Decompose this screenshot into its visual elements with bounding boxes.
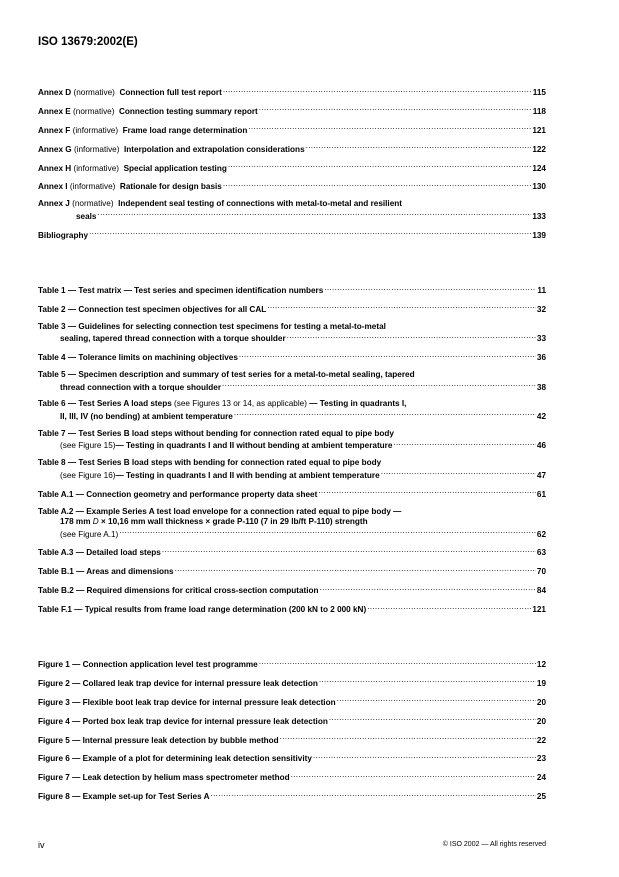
- toc-entry-annex-e[interactable]: Annex E (normative) Connection testing summary report ..... 118: [38, 105, 546, 118]
- toc-entry-annex-d[interactable]: Annex D (normative) Connection full test report ..... 115: [38, 86, 546, 99]
- toc-entry-annex-g[interactable]: Annex G (informative) Interpolation and extrapolation considerations ..... 122: [38, 143, 546, 156]
- document-header: ISO 13679:2002(E): [38, 36, 138, 48]
- toc-entry-annex-i[interactable]: Annex I (informative) Rationale for design basis ..... 130: [38, 180, 546, 193]
- toc-entry-table-1[interactable]: Table 1 — Test matrix — Test series and specimen identification numbers ..... 11: [38, 284, 546, 297]
- toc-entry-table-b1[interactable]: Table B.1 — Areas and dimensions ..... 70: [38, 565, 546, 578]
- toc-entry-bibliography[interactable]: Bibliography ..... 139: [38, 229, 546, 242]
- page-number: 115: [532, 88, 546, 97]
- page-number: 124: [532, 163, 546, 173]
- toc-entry-figure-5[interactable]: Figure 5 — Internal pressure leak detection by bubble method ..... 22: [38, 734, 546, 747]
- page-number: 139: [532, 230, 546, 240]
- page-number: 121: [532, 125, 546, 135]
- toc-entry-annex-h[interactable]: Annex H (informative) Special application testing ..... 124: [38, 162, 546, 175]
- page-number: 133: [532, 211, 546, 221]
- toc-entry-figure-3[interactable]: Figure 3 — Flexible boot leak trap device for internal pressure leak detection ..... 20: [38, 696, 546, 709]
- toc-entry-table-3[interactable]: Table 3 — Guidelines for selecting connection test specimens for testing a metal-to-metal sealing, tapered thread connection with a torque shoulder ..... 33: [38, 322, 546, 345]
- toc-entry-annex-j[interactable]: Annex J (normative) Independent seal testing of connections with metal-to-metal and resilient seals ..... 133: [38, 199, 546, 222]
- page-number: 130: [532, 182, 546, 192]
- annex-list: [38, 86, 546, 248]
- toc-entry-table-f1[interactable]: Table F.1 — Typical results from frame load range determination (200 kN to 2 000 kN) ..... 121: [38, 603, 546, 616]
- page-number-footer: iv: [38, 840, 45, 850]
- toc-entry-figure-4[interactable]: Figure 4 — Ported box leak trap device for internal pressure leak detection ..... 20: [38, 715, 546, 728]
- toc-entry-table-b2[interactable]: Table B.2 — Required dimensions for critical cross-section computation ..... 84: [38, 584, 546, 597]
- toc-entry-figure-1[interactable]: Figure 1 — Connection application level test programme ..... 12: [38, 658, 546, 671]
- table-list: [38, 284, 546, 622]
- toc-entry-figure-8[interactable]: Figure 8 — Example set-up for Test Series A ..... 25: [38, 790, 546, 803]
- toc-entry-table-5[interactable]: Table 5 — Specimen description and summary of test series for a metal-to-metal sealing, tapered thread connection with a torque shoulder ..... 38: [38, 370, 546, 393]
- toc-entry-table-a1[interactable]: Table A.1 — Connection geometry and performance property data sheet ..... 61: [38, 488, 546, 501]
- toc-entry-table-7[interactable]: Table 7 — Test Series B load steps without bending for connection rated equal to pipe body (see Figure 15) — Testing in quadrants I and II without bending at ambient temperature ..... 46: [38, 429, 546, 452]
- page-number: 122: [532, 144, 546, 154]
- toc-entry-figure-7[interactable]: Figure 7 — Leak detection by helium mass spectrometer method ..... 24: [38, 771, 546, 784]
- toc-entry-table-a2[interactable]: Table A.2 — Example Series A test load envelope for a connection rated equal to pipe body — 178 mm D × 10,16 mm wall thickness × grade P-110 (7 in 29 lb/ft P-110) strength (see Figure A.1) ..... 62: [38, 507, 546, 541]
- toc-entry-table-8[interactable]: Table 8 — Test Series B load steps with bending for connection rated equal to pipe body (see Figure 16) — Testing in quadrants I and II with bending at ambient temperature ..... 47: [38, 458, 546, 481]
- toc-entry-table-a3[interactable]: Table A.3 — Detailed load steps ..... 63: [38, 546, 546, 559]
- toc-entry-table-4[interactable]: Table 4 — Tolerance limits on machining objectives ..... 36: [38, 351, 546, 364]
- copyright-notice: © ISO 2002 — All rights reserved: [442, 841, 546, 848]
- figure-list: [38, 658, 546, 809]
- page-number: 118: [532, 106, 546, 116]
- toc-entry-figure-2[interactable]: Figure 2 — Collared leak trap device for internal pressure leak detection ..... 19: [38, 677, 546, 690]
- toc-entry-annex-f[interactable]: Annex F (informative) Frame load range determination ..... 121: [38, 124, 546, 137]
- toc-entry-table-6[interactable]: Table 6 — Test Series A load steps (see Figures 13 or 14, as applicable) — Testing in quadrants I, II, III, IV (no bending) at ambient temperature ..... 42: [38, 399, 546, 422]
- toc-entry-figure-6[interactable]: Figure 6 — Example of a plot for determining leak detection sensitivity ..... 23: [38, 752, 546, 765]
- toc-entry-table-2[interactable]: Table 2 — Connection test specimen objectives for all CAL ..... 32: [38, 303, 546, 316]
